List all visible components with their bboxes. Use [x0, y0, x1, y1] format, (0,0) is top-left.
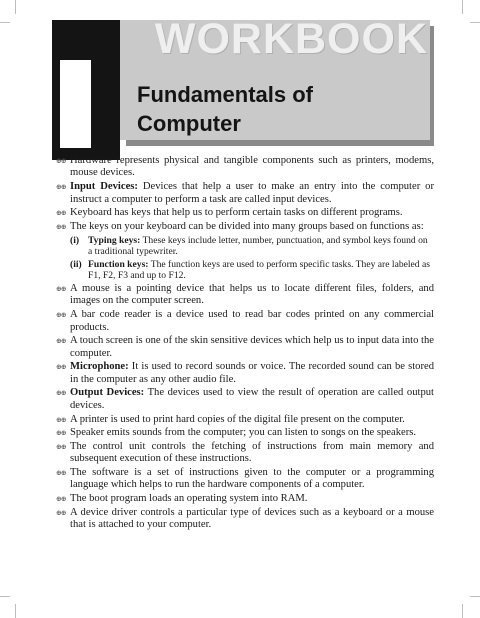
list-item: ⊕⊕ Input Devices: Devices that help a user to make an entry into the computer or instruct a computer to perform a task are called input devices. [56, 181, 434, 205]
bullet-icon: ⊕⊕ [56, 363, 66, 372]
bullet-icon: ⊕⊕ [56, 209, 66, 218]
crop-mark [470, 596, 480, 597]
crop-mark [462, 0, 463, 14]
list-item: ⊕⊕ A device driver controls a particular type of devices such as a keyboard or a mouse that is attached to your computer. [56, 506, 434, 531]
list-item: ⊕⊕ Keyboard has keys that help us to perform certain tasks on different programs. [56, 207, 403, 219]
bullet-icon: ⊕⊕ [56, 389, 66, 398]
list-item: ⊕⊕ The boot program loads an operating system into RAM. [56, 493, 308, 505]
workbook-label: WORKBOOK [154, 15, 428, 63]
list-item: ⊕⊕ Output Devices: The devices used to view the result of operation are called output devices. [56, 387, 434, 411]
crop-mark [0, 596, 10, 597]
list-item: ⊕⊕ Microphone: It is used to record sounds or voice. The recorded sound can be stored in the computer as any other audio file. [56, 361, 434, 385]
header-white-slot [60, 60, 91, 148]
bullet-icon: ⊕⊕ [56, 337, 66, 346]
crop-mark [470, 22, 480, 23]
content [56, 155, 434, 533]
crop-mark [0, 22, 10, 23]
list-item: ⊕⊕ The software is a set of instructions given to the computer or a programming language which helps to run the hardware components of a computer. [56, 467, 434, 491]
list-item: ⊕⊕ A printer is used to print hard copies of the digital file present on the computer. [56, 413, 405, 425]
bullet-icon: ⊕⊕ [56, 495, 66, 504]
bullet-icon: ⊕⊕ [56, 157, 66, 165]
bullet-icon: ⊕⊕ [56, 442, 66, 451]
list-item: ⊕⊕ The control unit controls the fetching of instructions from main memory and subsequent execution of these instructions. [56, 440, 434, 465]
bullet-icon: ⊕⊕ [56, 183, 66, 192]
list-item: ⊕⊕ A mouse is a pointing device that helps us to locate different files, folders, and images on the computer screen. [56, 283, 434, 307]
sub-item: (ii) Function keys: The function keys are used to perform specific tasks. They are labeled as F1, F2, F3 and up to F12. [70, 258, 430, 282]
bullet-icon: ⊕⊕ [56, 429, 66, 438]
bullet-icon: ⊕⊕ [56, 415, 66, 424]
list-item: ⊕⊕ Speaker emits sounds from the computer; you can listen to songs on the speakers. [56, 427, 416, 439]
bullet-icon: ⊕⊕ [56, 222, 66, 231]
bullet-icon: ⊕⊕ [56, 508, 66, 517]
page-title [137, 80, 313, 138]
crop-mark [462, 604, 463, 618]
list-item: ⊕⊕ Hardware represents physical and tangible components such as printers, modems, mouse devices. [56, 155, 434, 179]
title-line-1: Fundamentals of [137, 82, 314, 107]
crop-mark [15, 0, 16, 14]
list-item: ⊕⊕ A bar code reader is a device used to read bar codes printed on any commercial products. [56, 309, 434, 333]
crop-mark [15, 604, 16, 618]
title-line-2: Computer [137, 111, 241, 136]
list-item: ⊕⊕ The keys on your keyboard can be divided into many groups based on functions as: [56, 220, 424, 232]
bullet-icon: ⊕⊕ [56, 311, 66, 320]
bullet-icon: ⊕⊕ [56, 469, 66, 478]
bullet-icon: ⊕⊕ [56, 285, 66, 293]
sub-item: (i) Typing keys: These keys include letter, number, punctuation, and symbol keys found on a traditional typewriter. [70, 234, 428, 258]
list-item: ⊕⊕ A touch screen is one of the skin sensitive devices which help us to input data into the computer. [56, 335, 434, 359]
